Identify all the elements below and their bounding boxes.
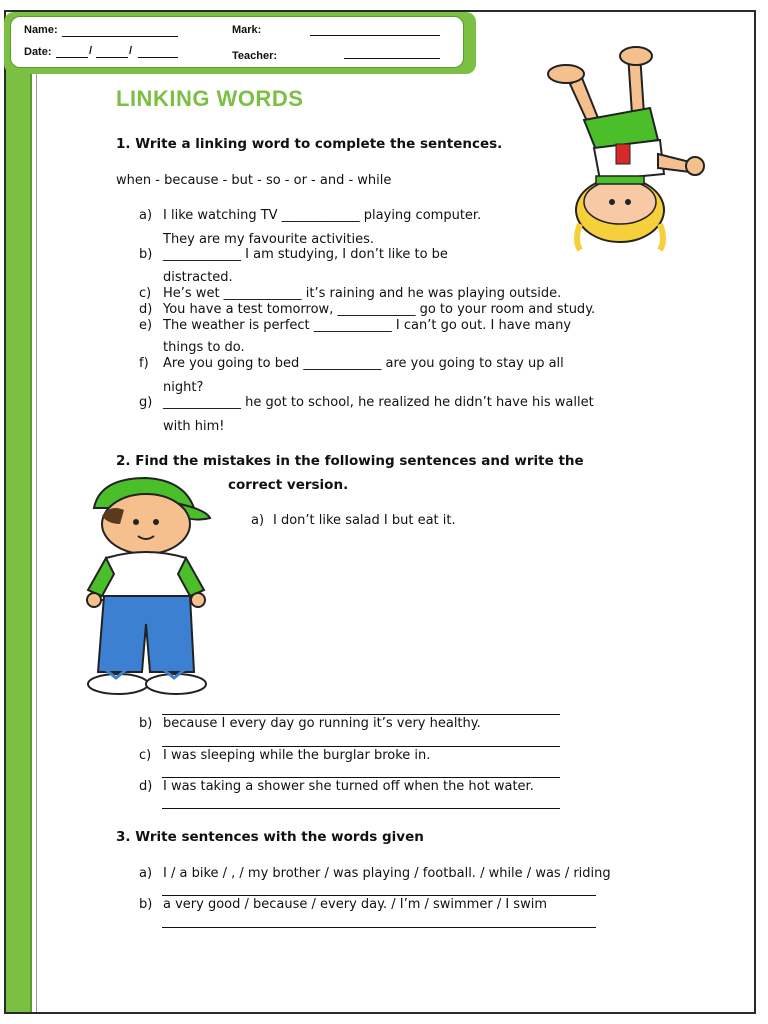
section2-heading-cont: correct version. [228, 477, 349, 493]
item-marker: d) [139, 779, 153, 794]
name-label: Name: [24, 24, 58, 36]
sentence-line: with him! [163, 419, 225, 434]
sentence-line: ____________ he got to school, he realized he didn’t have his wallet [163, 395, 594, 410]
sentence-line: I / a bike / , / my brother / was playing / football. / while / was / riding [163, 866, 611, 881]
section1-heading: 1. Write a linking word to complete the sentences. [116, 136, 503, 152]
date-day-field[interactable] [56, 57, 88, 58]
item-marker: b) [139, 897, 153, 912]
sentence-line: I was taking a shower she turned off when the hot water. [163, 779, 534, 794]
item-marker: a) [251, 513, 265, 528]
item-marker: c) [139, 286, 152, 301]
date-label: Date: [24, 46, 52, 58]
answer-line[interactable] [162, 808, 560, 809]
date-year-field[interactable] [138, 57, 178, 58]
answer-line[interactable] [162, 895, 596, 896]
sentence-line: I was sleeping while the burglar broke in. [163, 748, 431, 763]
date-slash: / [89, 45, 93, 57]
mark-label: Mark: [232, 24, 262, 36]
answer-line[interactable] [162, 927, 596, 928]
page-title: LINKING WORDS [116, 86, 304, 111]
left-bar-inner [32, 60, 37, 1012]
sentence-line: He’s wet ____________ it’s raining and he was playing outside. [163, 286, 562, 301]
upside-down-kid-illustration [540, 44, 710, 254]
name-field[interactable] [62, 36, 178, 37]
answer-line[interactable] [162, 777, 560, 778]
sentence-line: things to do. [163, 340, 245, 355]
item-marker: b) [139, 716, 153, 731]
date-slash: / [129, 45, 133, 57]
section3-heading: 3. Write sentences with the words given [116, 829, 424, 845]
sentence-line: ____________ I am studying, I don’t like to be [163, 247, 448, 262]
item-marker: f) [139, 356, 149, 371]
sentence-line: I don’t like salad I but eat it. [273, 513, 456, 528]
item-marker: c) [139, 748, 152, 763]
section2-heading: 2. Find the mistakes in the following sentences and write the [116, 453, 584, 469]
sentence-line: I like watching TV ____________ playing computer. [163, 208, 482, 223]
item-marker: d) [139, 302, 153, 317]
teacher-field[interactable] [344, 58, 440, 59]
teacher-label: Teacher: [232, 50, 278, 62]
item-marker: a) [139, 866, 153, 881]
item-marker: g) [139, 395, 153, 410]
sentence-line: You have a test tomorrow, ____________ go to your room and study. [163, 302, 596, 317]
left-green-bar [6, 60, 32, 1012]
answer-line[interactable] [162, 714, 560, 715]
item-marker: a) [139, 208, 153, 223]
sentence-line: Are you going to bed ____________ are you going to stay up all [163, 356, 564, 371]
sentence-line: because I every day go running it’s very healthy. [163, 716, 481, 731]
mark-field[interactable] [310, 35, 440, 36]
word-bank: when - because - but - so - or - and - while [116, 173, 392, 188]
sentence-line: They are my favourite activities. [163, 232, 375, 247]
sentence-line: night? [163, 380, 204, 395]
sentence-line: a very good / because / every day. / I’m / swimmer / I swim [163, 897, 547, 912]
sentence-line: distracted. [163, 270, 233, 285]
answer-line[interactable] [162, 746, 560, 747]
date-month-field[interactable] [96, 57, 128, 58]
sentence-line: The weather is perfect ____________ I can’t go out. I have many [163, 318, 572, 333]
item-marker: e) [139, 318, 153, 333]
item-marker: b) [139, 247, 153, 262]
boy-with-cap-illustration [80, 474, 215, 704]
